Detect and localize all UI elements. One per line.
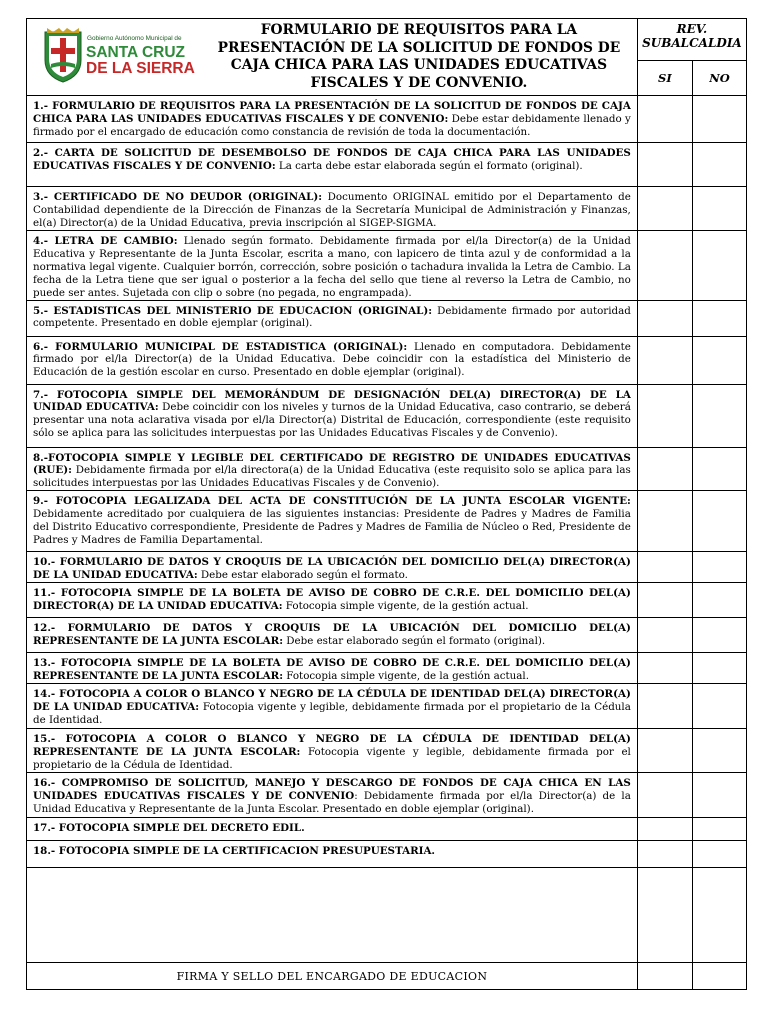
signature-cell-si: [637, 963, 692, 990]
checkbox-no[interactable]: [692, 841, 746, 868]
checkbox-si[interactable]: [637, 300, 692, 336]
form-title: FORMULARIO DE REQUISITOS PARA LA PRESENTACIÓN DE LA SOLICITUD DE FONDOS DE CAJA CHICA PARA LAS UNIDADES EDUCATIVAS FISCALES Y DE CONVENIO.: [217, 22, 621, 91]
requirement-text: [27, 552, 638, 583]
requirement-description: Llenado en computadora. Debidamente firmado por el/la Director(a) de la Unidad Educativa. Debe coincidir con la estadística del Ministerio de Educación de la gestión escolar en curso. Presentado en doble ejemplar (original).: [33, 340, 631, 379]
requirement-title: 7.- FOTOCOPIA SIMPLE DEL MEMORÁNDUM DE DESIGNACIÓN DEL(A) DIRECTOR(A) DE LA UNIDAD EDUCATIVA:: [33, 388, 631, 414]
checkbox-si[interactable]: [637, 729, 692, 773]
requirement-title: 18.- FOTOCOPIA SIMPLE DE LA CERTIFICACION PRESUPUESTARIA.: [33, 845, 436, 858]
checkbox-si[interactable]: [637, 231, 692, 301]
rev-subalcaldia-header: REV. SUBALCALDIA: [637, 19, 746, 61]
checkbox-no[interactable]: [692, 653, 746, 684]
requirement-description: Debidamente firmada por el/la directora(a) de la Unidad Educativa (este requisito solo se aplica para las solicitudes interpuestas por las Unidades Educativas Fiscales y de Convenio).: [33, 464, 631, 490]
checkbox-no[interactable]: [692, 336, 746, 384]
requirement-text: [27, 96, 638, 143]
requirement-row: [27, 143, 747, 187]
requirement-title: 2.- CARTA DE SOLICITUD DE DESEMBOLSO DE FONDOS DE CAJA CHICA PARA LAS UNIDADES EDUCATIVAS FISCALES Y DE CONVENIO:: [33, 147, 631, 172]
requirement-text: [27, 583, 638, 618]
checkbox-si[interactable]: [637, 552, 692, 583]
requirement-text: [27, 300, 638, 336]
requirement-description: Debidamente firmado por autoridad competente. Presentado en doble ejemplar (original).: [33, 304, 631, 330]
requirement-title: 12.- FORMULARIO DE DATOS Y CROQUIS DE LA UBICACIÓN DEL DOMICILIO DEL(A) REPRESENTANTE DE LA JUNTA ESCOLAR:: [33, 622, 631, 647]
requirements-form: [26, 18, 746, 982]
requirement-text: [27, 653, 638, 684]
requirement-text: [27, 684, 638, 729]
requirement-title: 15.- FOTOCOPIA A COLOR O BLANCO Y NEGRO DE LA CÉDULA DE IDENTIDAD DEL(A) REPRESENTANTE DE LA JUNTA ESCOLAR:: [33, 733, 631, 758]
checkbox-si[interactable]: [637, 384, 692, 447]
checkbox-si[interactable]: [637, 653, 692, 684]
requirement-title: 6.- FORMULARIO MUNICIPAL DE ESTADISTICA (ORIGINAL):: [33, 340, 408, 353]
requirement-row: [27, 384, 747, 447]
requirement-text: [27, 231, 638, 301]
signature-label: FIRMA Y SELLO DEL ENCARGADO DE EDUCACION: [27, 963, 638, 990]
requirement-row: [27, 729, 747, 773]
requirement-row: [27, 818, 747, 841]
checkbox-no[interactable]: [692, 96, 746, 143]
requirement-title: 3.- CERTIFICADO DE NO DEUDOR (ORIGINAL):: [33, 191, 323, 203]
requirement-text: [27, 818, 638, 841]
checkbox-si[interactable]: [637, 96, 692, 143]
requirement-description: Debe coincidir con los niveles y turnos de la Unidad Educativa, caso contrario, se deberá presentar una nota aclarativa visada por el/la Director(a) Distrital de Educación, correspondiente (este requisito sólo se aplica para las solicitudes interpuestas por las Unidades Educativas Fiscales y de Convenio).: [33, 401, 631, 440]
requirement-row: [27, 552, 747, 583]
checkbox-no[interactable]: [692, 818, 746, 841]
requirement-row: [27, 96, 747, 143]
svg-text:Gobierno Autónomo Municipal de: Gobierno Autónomo Municipal de: [87, 35, 182, 42]
requirement-row: [27, 336, 747, 384]
requirement-row: [27, 300, 747, 336]
checkbox-no[interactable]: [692, 552, 746, 583]
requirement-row: [27, 773, 747, 818]
requirement-title: 10.- FORMULARIO DE DATOS Y CROQUIS DE LA UBICACIÓN DEL DOMICILIO DEL(A) DIRECTOR(A) DE LA UNIDAD EDUCATIVA:: [33, 556, 631, 582]
requirement-row: [27, 491, 747, 552]
requirement-description: Fotocopia vigente y legible, debidamente firmada por el propietario de la Cédula de Identidad.: [33, 745, 631, 771]
checkbox-si[interactable]: [637, 447, 692, 491]
checkbox-si[interactable]: [637, 491, 692, 552]
checkbox-si[interactable]: [637, 583, 692, 618]
checkbox-no[interactable]: [692, 231, 746, 301]
checkbox-no[interactable]: [692, 300, 746, 336]
checkbox-si[interactable]: [637, 841, 692, 868]
header-row: [27, 19, 747, 61]
requirement-description: Llenado según formato. Debidamente firmada por el/la Director(a) de la Unidad Educativa y Representante de la Junta Escolar, escrita a mano, con lapicero de tinta azul y de conformidad a la normativa legal vigente. Cualquier borrón, corrección, sobre posición o tachadura invalida la Letra de Cambio. La fecha de la Letra tiene que ser igual o posterior a la fecha del sello que tiene al reverso la Letra de Cambio, no puede ser antes. Sujetada con clip o sobre (no pegada, no engrampada).: [33, 235, 631, 299]
requirement-text: [27, 773, 638, 818]
checkbox-si[interactable]: [637, 143, 692, 187]
checkbox-si[interactable]: [637, 618, 692, 653]
signature-space-row: [27, 868, 747, 963]
signature-space-cell[interactable]: [27, 868, 638, 963]
requirement-title: 8.-FOTOCOPIA SIMPLE Y LEGIBLE DEL CERTIFICADO DE REGISTRO DE UNIDADES EDUCATIVAS (RUE):: [33, 451, 631, 477]
requirement-title: 16.- COMPROMISO DE SOLICITUD, MANEJO Y DESCARGO DE FONDOS DE CAJA CHICA EN LAS UNIDADES EDUCATIVAS FISCALES Y DE CONVENIO: [33, 777, 631, 802]
requirement-text: [27, 491, 638, 552]
svg-text:SANTA CRUZ: SANTA CRUZ: [86, 44, 186, 61]
checkbox-no[interactable]: [692, 618, 746, 653]
checkbox-si[interactable]: [637, 773, 692, 818]
requirement-description: Fotocopia vigente y legible, debidamente firmada por el propietario de la Cédula de Identidad.: [33, 700, 631, 726]
checkbox-no[interactable]: [692, 447, 746, 491]
checkbox-si[interactable]: [637, 187, 692, 231]
requirement-row: [27, 231, 747, 301]
requirement-row: [27, 684, 747, 729]
checkbox-no[interactable]: [692, 187, 746, 231]
signature-space-cell: [637, 868, 692, 963]
checkbox-no[interactable]: [692, 773, 746, 818]
header-cell: [27, 19, 638, 96]
requirement-text: [27, 143, 638, 187]
checkbox-si[interactable]: [637, 336, 692, 384]
svg-text:DE LA SIERRA: DE LA SIERRA: [86, 60, 195, 77]
checkbox-no[interactable]: [692, 384, 746, 447]
requirement-title: 1.- FORMULARIO DE REQUISITOS PARA LA PRESENTACIÓN DE LA SOLICITUD DE FONDOS DE CAJA CHICA PARA LAS UNIDADES EDUCATIVAS FISCALES Y DE CONVENIO:: [33, 100, 631, 125]
requirement-description: Documento ORIGINAL emitido por el Departamento de Contabilidad dependiente de la Dirección de Finanzas de la Secretaría Municipal de Administración y Finanzas, el(a) Director(a) de la Unidad Educativa, previa inscripción al SIGEP-SIGMA.: [33, 191, 631, 229]
no-header: NO: [692, 61, 746, 96]
requirement-description: Debe estar debidamente llenado y firmado por el encargado de educación como constancia de revisión de toda la documentación.: [33, 112, 631, 138]
requirement-description: Fotocopia simple vigente, de la gestión actual.: [282, 599, 529, 612]
municipal-logo: [41, 26, 201, 86]
requirement-title: 14.- FOTOCOPIA A COLOR O BLANCO Y NEGRO DE LA CÉDULA DE IDENTIDAD DEL(A) DIRECTOR(A) DE LA UNIDAD EDUCATIVA:: [33, 688, 631, 713]
signature-space-cell: [692, 868, 746, 963]
requirement-text: [27, 841, 638, 868]
requirement-row: [27, 618, 747, 653]
checkbox-si[interactable]: [637, 684, 692, 729]
checkbox-no[interactable]: [692, 491, 746, 552]
coat-of-arms-icon: [45, 28, 81, 82]
requirement-title: 4.- LETRA DE CAMBIO:: [33, 235, 178, 247]
requirement-description: Debidamente acreditado por cualquiera de las siguientes instancias: Presidente de Padres y Madres de Familia del Distrito Educativo correspondiente, Presidente de Padres y Madres de Familia de Núcleo o Red, Presidente de Padres y Madres de Familia Departamental.: [33, 508, 631, 546]
checkbox-no[interactable]: [692, 583, 746, 618]
requirement-row: [27, 841, 747, 868]
checkbox-no[interactable]: [692, 143, 746, 187]
requirement-text: [27, 384, 638, 447]
checkbox-no[interactable]: [692, 684, 746, 729]
checkbox-no[interactable]: [692, 729, 746, 773]
requirement-title: 13.- FOTOCOPIA SIMPLE DE LA BOLETA DE AVISO DE COBRO DE C.R.E. DEL DOMICILIO DEL(A) REPRESENTANTE DE LA JUNTA ESCOLAR:: [33, 657, 631, 682]
requirements-table: [26, 18, 747, 990]
signature-cell-no: [692, 963, 746, 990]
checkbox-si[interactable]: [637, 818, 692, 841]
requirement-row: [27, 653, 747, 684]
requirement-text: [27, 447, 638, 491]
requirement-description: Debe estar elaborado según el formato.: [197, 569, 408, 582]
requirement-title: 11.- FOTOCOPIA SIMPLE DE LA BOLETA DE AVISO DE COBRO DE C.R.E. DEL DOMICILIO DEL(A) DIRECTOR(A) DE LA UNIDAD EDUCATIVA:: [33, 587, 631, 612]
requirement-text: [27, 618, 638, 653]
requirement-text: [27, 187, 638, 231]
requirement-text: [27, 729, 638, 773]
requirement-description: Debe estar elaborado según el formato (original).: [283, 634, 546, 647]
requirement-title: 9.- FOTOCOPIA LEGALIZADA DEL ACTA DE CONSTITUCIÓN DE LA JUNTA ESCOLAR VIGENTE:: [33, 495, 631, 508]
signature-row: [27, 963, 747, 990]
requirement-text: [27, 336, 638, 384]
requirement-title: 5.- ESTADISTICAS DEL MINISTERIO DE EDUCACION (ORIGINAL):: [33, 304, 432, 317]
requirement-row: [27, 583, 747, 618]
si-header: SI: [637, 61, 692, 96]
requirement-title: 17.- FOTOCOPIA SIMPLE DEL DECRETO EDIL.: [33, 822, 305, 835]
requirement-description: La carta debe estar elaborada según el formato (original).: [275, 159, 583, 172]
requirement-description: Fotocopia simple vigente, de la gestión actual.: [283, 669, 529, 682]
requirement-row: [27, 447, 747, 491]
requirement-description: : Debidamente firmada por el/la Director(a) de la Unidad Educativa y Representante de la Junta Escolar. Presentado en doble ejemplar (original).: [33, 789, 631, 815]
requirement-row: [27, 187, 747, 231]
